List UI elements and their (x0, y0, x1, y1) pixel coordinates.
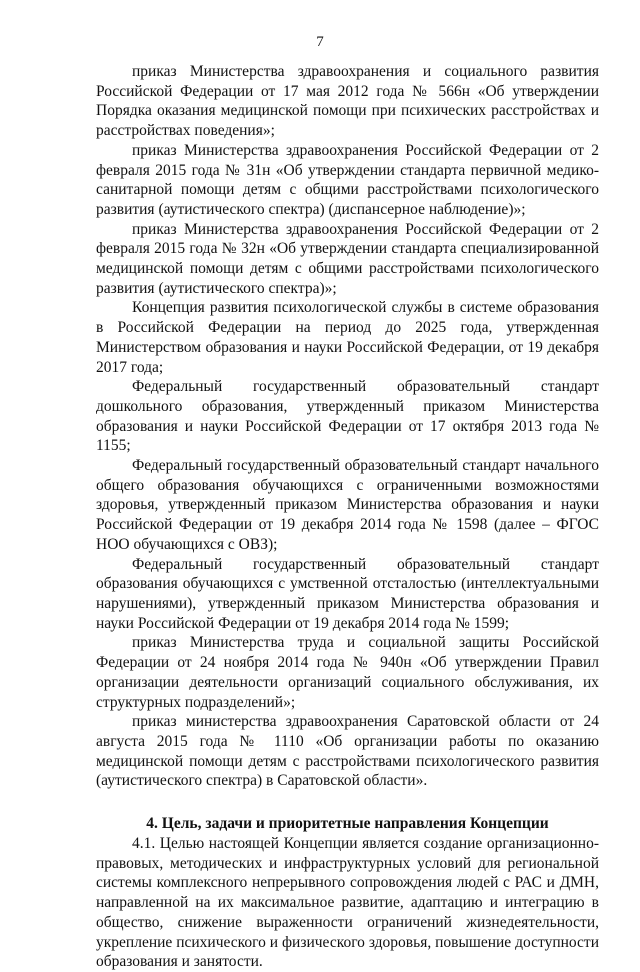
paragraph-fgos-noo-ovz: Федеральный государственный образовательный стандарт начального общего образования обучающихся с ограниченными возможностями здоровья, утвержденный приказом Министерства образования и науки Российской Федерации от 19 декабря 2014 года № 1598 (далее – ФГОС НОО обучающихся с ОВЗ); (96, 457, 599, 553)
paragraph-order-566n: приказ Министерства здравоохранения и социального развития Российской Федерации от 17 мая 2012 года № 566н «Об утверждении Порядка оказания медицинской помощи при психических расстройствах и расстройствах поведения»; (96, 63, 599, 140)
paragraph-order-1110: приказ министерства здравоохранения Саратовской области от 24 августа 2015 года № 1110 «Об организации работы по оказанию медицинской помощи детям с расстройствами психологического развития (аутистического спектра) в Саратовской области». (96, 713, 599, 790)
paragraph-fgos-intellectual: Федеральный государственный образовательный стандарт образования обучающихся с умственной отсталостью (интеллектуальными нарушениями), утвержденный приказом Министерства образования и науки Российской Федерации от 19 декабря 2014 года № 1599; (96, 555, 599, 632)
paragraph-concept-goal: 4.1. Целью настоящей Концепции является создание организационно-правовых, методических и инфраструктурных условий для региональной системы комплексного непрерывного сопровождения людей с РАС и ДМН, направленной на их максимальное развитие, адаптацию и интеграцию в общество, снижение выраженности ограничений жизнедеятельности, укрепление психического и физического здоровья, повышение доступности образования и занятости. (96, 835, 599, 971)
paragraph-psych-service-concept: Концепция развития психологической службы в системе образования в Российской Федерации на период до 2025 года, утвержденная Министерством образования и науки Российской Федерации, от 19 декабря 2017 года; (96, 299, 599, 376)
document-body (96, 62, 599, 972)
paragraph-order-31n: приказ Министерства здравоохранения Российской Федерации от 2 февраля 2015 года № 31н «Об утверждении стандарта первичной медико-санитарной помощи детям с общими расстройствами психологического развития (аутистического спектра) (диспансерное наблюдение)»; (96, 141, 599, 218)
paragraph-order-32n: приказ Министерства здравоохранения Российской Федерации от 2 февраля 2015 года № 32н «Об утверждении стандарта специализированной медицинской помощи детям с общими расстройствами психологического развития (аутистического спектра)»; (96, 220, 599, 297)
page-number: 7 (316, 34, 324, 50)
paragraph-fgos-preschool: Федеральный государственный образовательный стандарт дошкольного образования, утвержденный приказом Министерства образования и науки Российской Федерации от 17 октября 2013 года № 1155; (96, 378, 599, 455)
section-heading: 4. Цель, задачи и приоритетные направления Концепции (146, 815, 549, 833)
paragraph-order-940n: приказ Министерства труда и социальной защиты Российской Федерации от 24 ноября 2014 года № 940н «Об утверждении Правил организации деятельности организаций социального обслуживания, их структурных подразделений»; (96, 634, 599, 711)
